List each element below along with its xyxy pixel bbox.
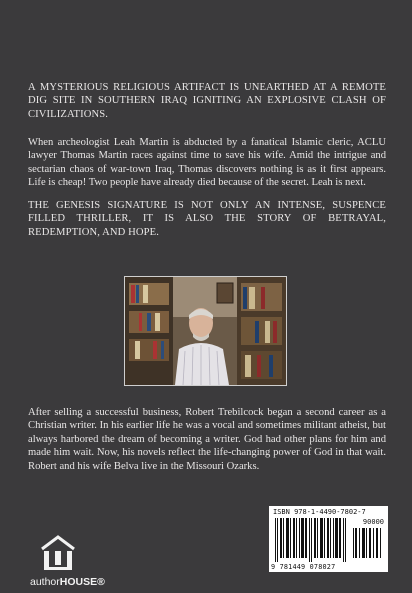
- barcode-bars: [275, 518, 349, 562]
- blurb-closing: THE GENESIS SIGNATURE IS NOT ONLY AN INTENSE, SUSPENCE FILLED THRILLER, IT IS ALSO THE STORY OF BETRAYAL, REDEMPTION, AND HOPE.: [28, 199, 386, 238]
- authorhouse-logo-icon: [36, 527, 126, 573]
- price-code: 90000: [362, 518, 384, 526]
- author-bio: After selling a successful business, Robert Trebilcock began a second career as a Christian writer. In his earlier life he was a vocal and sometimes militant atheist, but always harbored the dream of becoming a writer. God had other plans for him and made him wait. Now, his novels reflect the life-changing power of God in that wait. Robert and his wife Belva live in the Missouri Ozarks.: [28, 406, 386, 472]
- price-barcode-bars: [353, 528, 383, 558]
- publisher-name: [30, 576, 105, 588]
- isbn-label: ISBN 978-1-4490-7802-7: [273, 508, 366, 516]
- isbn-digits: 9 781449 078027: [271, 563, 336, 571]
- publisher-name-prefix: author: [30, 576, 60, 588]
- blurb-tagline: A MYSTERIOUS RELIGIOUS ARTIFACT IS UNEARTHED AT A REMOTE DIG SITE IN SOUTHERN IRAQ IGNITING AN EXPLOSIVE CLASH OF CIVILIZATIONS.: [28, 81, 386, 120]
- blurb-synopsis: When archeologist Leah Martin is abducted by a fanatical Islamic cleric, ACLU lawyer Thomas Martin races against time to save his wife. Amid the intrigue and sectarian chaos of war-town Iraq, Thomas discovers nothing is as it first appears. Life is cheap! Two people have already died because of the secret. Leah is next.: [28, 136, 386, 189]
- publisher-name-suffix: HOUSE®: [59, 576, 105, 588]
- author-photo: [124, 276, 287, 386]
- isbn-barcode: [269, 506, 388, 572]
